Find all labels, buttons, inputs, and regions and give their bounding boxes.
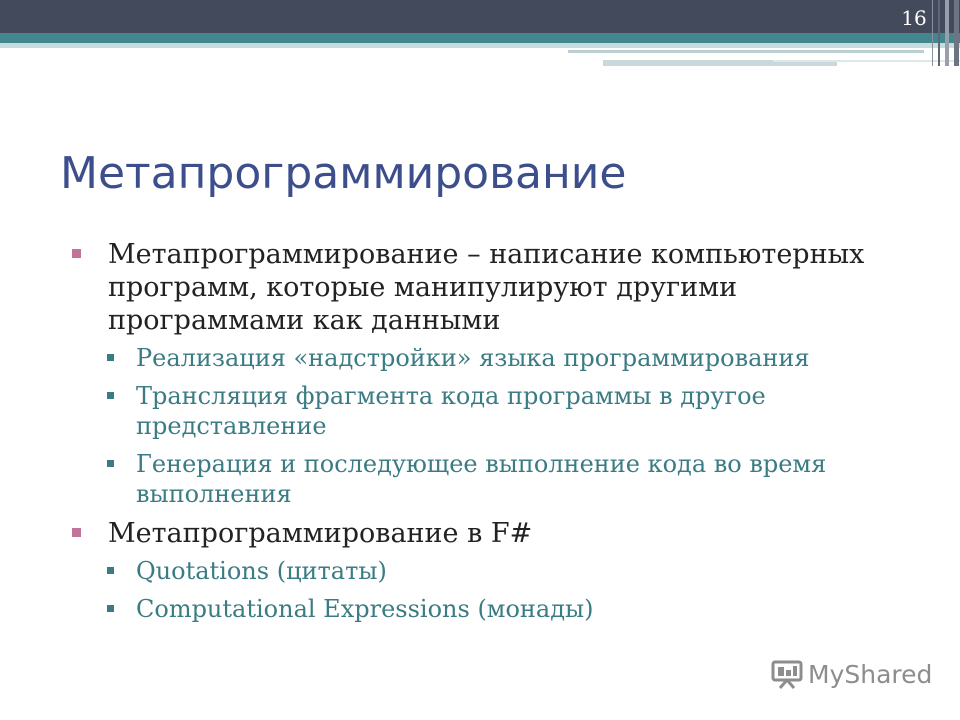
header-band [0,0,960,33]
sub-bullet-text: Реализация «надстройки» языка программирования [136,344,810,372]
bullet-item [72,517,922,550]
presentation-board-icon [770,659,804,689]
watermark [770,656,932,692]
square-bullet-icon [107,460,114,467]
bullet-item [72,238,922,337]
square-bullet-icon [107,605,114,612]
sub-bullet-item [107,556,922,586]
square-bullet-icon [107,392,114,399]
header-vertical-bars [930,0,960,66]
sub-bullet-item [107,594,922,624]
square-bullet-icon [107,354,114,361]
bullet-text: Метапрограммирование в F# [108,518,533,549]
square-bullet-icon [107,567,114,574]
watermark-text: MyShared [808,659,933,689]
sub-bullet-text: Computational Expressions (монады) [136,595,594,623]
slide-number: 16 [901,6,927,30]
bullet-list [72,238,922,632]
sub-bullet-item [107,343,922,373]
header-accent-stripe [0,33,960,43]
header-decorative-lines [568,48,960,66]
bullet-text: Метапрограммирование – написание компьютерных программ, которые манипулируют другими программами как данными [108,239,865,336]
sub-bullet-item [107,449,922,509]
square-bullet-icon [72,249,81,258]
sub-bullet-text: Генерация и последующее выполнение кода во время выполнения [136,450,827,508]
sub-bullet-text: Трансляция фрагмента кода программы в другое представление [136,382,766,440]
slide-title: Метапрограммирование [60,148,627,199]
sub-bullet-item [107,381,922,441]
square-bullet-icon [72,528,81,537]
sub-bullet-text: Quotations (цитаты) [136,557,387,585]
